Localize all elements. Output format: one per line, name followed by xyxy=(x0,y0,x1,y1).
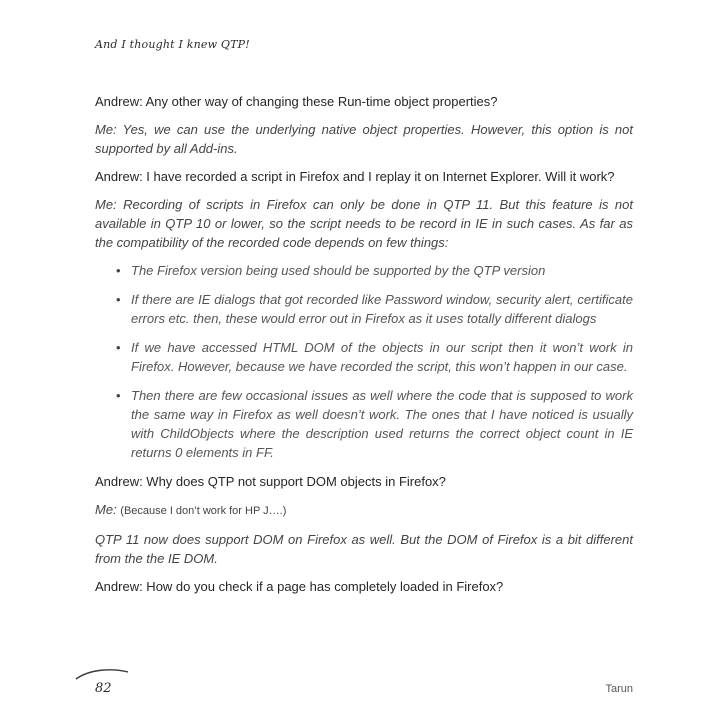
bullet-icon: • xyxy=(116,292,121,307)
answer-aside: (Because I don’t work for HP J….) xyxy=(120,505,287,517)
bullet-item xyxy=(95,261,633,280)
bullet-text: Then there are few occasional issues as well where the code that is supposed to work the same way in Firefox as well doesn’t work. The ones that I have noticed is usually with ChildObjects where the description used returns the correct object count in IE returns 0 elements in FF. xyxy=(131,388,633,460)
bullet-text: The Firefox version being used should be supported by the QTP version xyxy=(131,263,546,278)
bullet-item xyxy=(95,338,633,376)
answer-prefix: Me: xyxy=(95,502,117,517)
answer-paragraph xyxy=(95,500,633,521)
bullet-icon: • xyxy=(116,388,121,403)
footer-swoosh-icon xyxy=(72,667,132,681)
answer-paragraph: Me: Yes, we can use the underlying native object properties. However, this option is not supported by all Add-ins. xyxy=(95,122,633,156)
bullet-item xyxy=(95,386,633,462)
question-paragraph: Andrew: I have recorded a script in Firefox and I replay it on Internet Explorer. Will it work? xyxy=(95,169,615,184)
page-number: 82 xyxy=(95,681,112,696)
running-header: And I thought I knew QTP! xyxy=(95,38,250,51)
bullet-item xyxy=(95,290,633,328)
footer-author: Tarun xyxy=(605,683,633,695)
page-body xyxy=(95,92,633,605)
question-paragraph: Andrew: Any other way of changing these Run-time object properties? xyxy=(95,94,498,109)
question-paragraph: Andrew: How do you check if a page has completely loaded in Firefox? xyxy=(95,579,504,594)
answer-paragraph: QTP 11 now does support DOM on Firefox as well. But the DOM of Firefox is a bit different from the the IE DOM. xyxy=(95,532,633,566)
bullet-list xyxy=(95,261,633,462)
bullet-text: If there are IE dialogs that got recorded like Password window, security alert, certificate errors etc. then, these would error out in Firefox as it uses totally different dialogs xyxy=(131,292,633,326)
question-paragraph: Andrew: Why does QTP not support DOM objects in Firefox? xyxy=(95,474,446,489)
answer-paragraph: Me: Recording of scripts in Firefox can only be done in QTP 11. But this feature is not available in QTP 10 or lower, so the script needs to be record in IE in such cases. As far as the compatibility of the recorded code depends on few things: xyxy=(95,197,633,250)
bullet-text: If we have accessed HTML DOM of the objects in our script then it won’t work in Firefox. However, because we have recorded the script, this won’t happen in our case. xyxy=(131,340,633,374)
bullet-icon: • xyxy=(116,263,121,278)
bullet-icon: • xyxy=(116,340,121,355)
